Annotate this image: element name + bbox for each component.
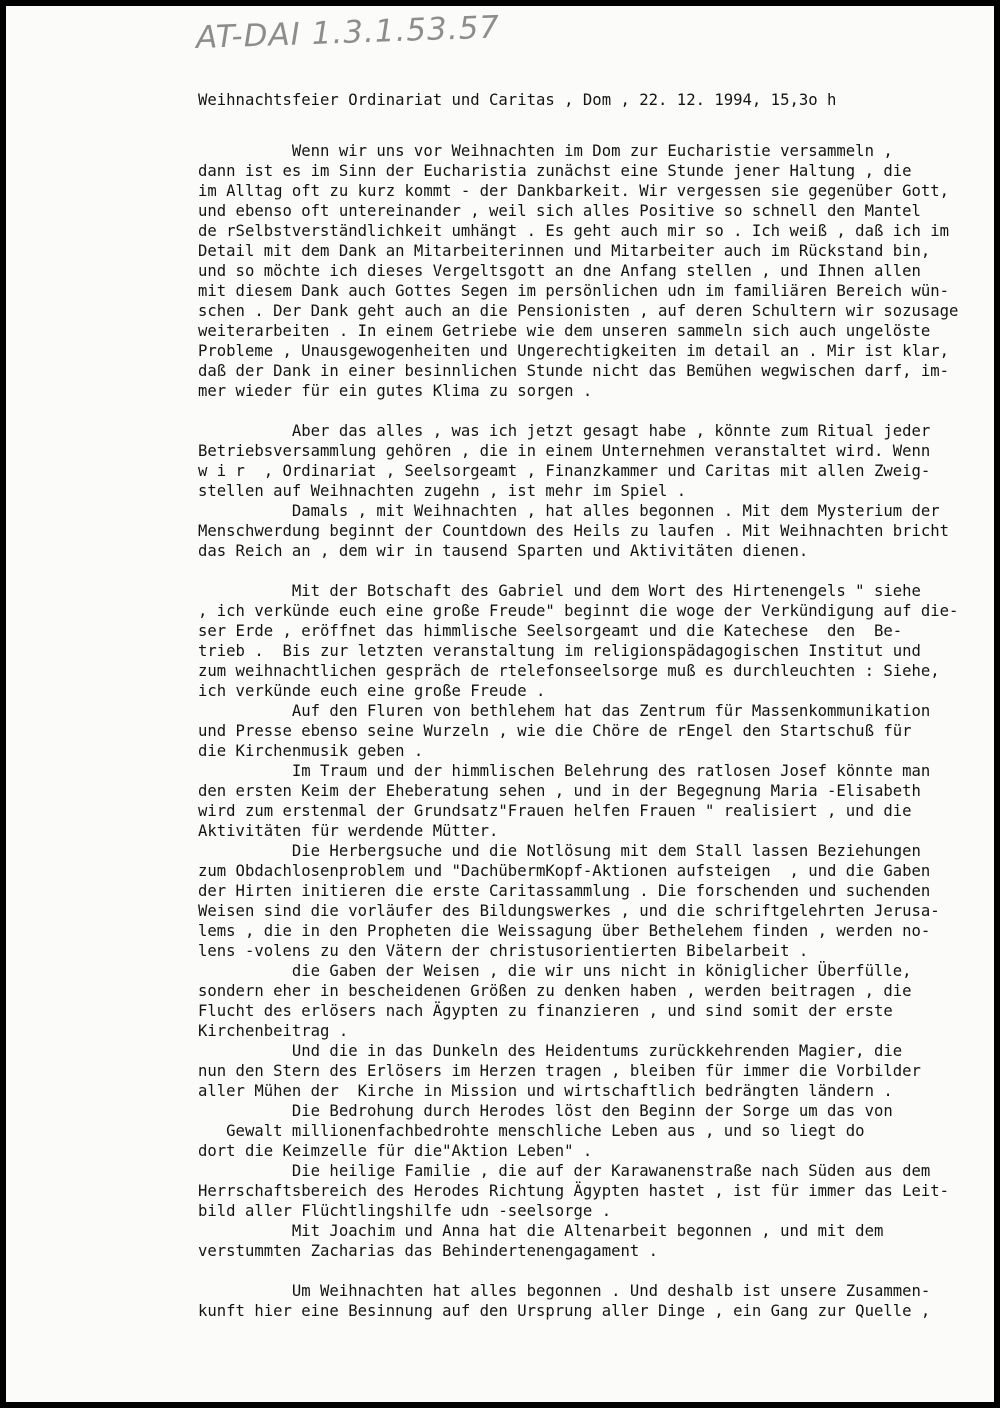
text-line: zum weihnachtlichen gespräch de rtelefonseelsorge muß es durchleuchten : Siehe, — [198, 662, 940, 680]
paragraph — [198, 1281, 994, 1321]
text-line: daß der Dank in einer besinnlichen Stunde nicht das Bemühen wegwischen darf, im- — [198, 362, 950, 380]
text-line: Weisen sind die vorläufer des Bildungswerkes , und die schriftgelehrten Jerusa- — [198, 902, 940, 920]
text-line: Mit Joachim und Anna hat die Altenarbeit begonnen , und mit dem — [198, 1222, 884, 1240]
text-line: das Reich an , dem wir in tausend Sparten und Aktivitäten dienen. — [198, 542, 809, 560]
text-line: w i r , Ordinariat , Seelsorgeamt , Finanzkammer und Caritas mit allen Zweig- — [198, 462, 931, 480]
text-line: zum Obdachlosenproblem und "DachübermKopf-Aktionen aufsteigen , und die Gaben — [198, 862, 931, 880]
text-line: Gewalt millionenfachbedrohte menschliche Leben aus , und so liegt do — [198, 1122, 865, 1140]
text-line: nun den Stern des Erlösers im Herzen tragen , bleiben für immer die Vorbilder — [198, 1062, 921, 1080]
text-line: den ersten Keim der Eheberatung sehen , und in der Begegnung Maria -Elisabeth — [198, 782, 921, 800]
document-page — [6, 6, 994, 1402]
text-line: ser Erde , eröffnet das himmlische Seelsorgeamt und die Katechese den Be- — [198, 622, 903, 640]
text-line: Im Traum und der himmlischen Belehrung des ratlosen Josef könnte man — [198, 762, 931, 780]
paragraph — [198, 141, 994, 401]
document-heading: Weihnachtsfeier Ordinariat und Caritas , Dom , 22. 12. 1994, 15,3o h — [198, 91, 837, 109]
text-line: verstummten Zacharias das Behindertenengagament . — [198, 1242, 659, 1260]
text-line: wird zum erstenmal der Grundsatz"Frauen helfen Frauen " realisiert , und die — [198, 802, 912, 820]
text-line: Wenn wir uns vor Weihnachten im Dom zur Eucharistie versammeln , — [198, 142, 893, 160]
letter-body — [198, 90, 994, 1321]
text-line: im Alltag oft zu kurz kommt - der Dankbarkeit. Wir vergessen sie gegenüber Gott, — [198, 182, 950, 200]
text-line: , ich verkünde euch eine große Freude" beginnt die woge der Verkündigung auf die- — [198, 602, 959, 620]
text-line: trieb . Bis zur letzten veranstaltung im religionspädagogischen Institut und — [198, 642, 921, 660]
text-line: weiterarbeiten . In einem Getriebe wie dem unseren sammeln sich auch ungelöste — [198, 322, 931, 340]
text-line: mer wieder für ein gutes Klima zu sorgen . — [198, 382, 593, 400]
text-line: der Hirten initieren die erste Caritassammlung . Die forschenden und suchenden — [198, 882, 931, 900]
text-line: Auf den Fluren von bethlehem hat das Zentrum für Massenkommunikation — [198, 702, 931, 720]
text-line: Und die in das Dunkeln des Heidentums zurückkehrenden Magier, die — [198, 1042, 903, 1060]
text-line: dann ist es im Sinn der Eucharistia zunächst eine Stunde jener Haltung , die — [198, 162, 912, 180]
paragraphs — [198, 141, 994, 1321]
text-line: Kirchenbeitrag . — [198, 1022, 349, 1040]
text-line: und so möchte ich dieses Vergeltsgott an dne Anfang stellen , und Ihnen allen — [198, 262, 921, 280]
text-line: schen . Der Dank geht auch an die Pensionisten , auf deren Schultern wir sozusage — [198, 302, 959, 320]
text-line: sondern eher in bescheidenen Größen zu denken haben , werden beitragen , die — [198, 982, 912, 1000]
text-line: Um Weihnachten hat alles begonnen . Und deshalb ist unsere Zusammen- — [198, 1282, 931, 1300]
text-line: aller Mühen der Kirche in Mission und wirtschaftlich bedrängten ländern . — [198, 1082, 893, 1100]
text-line: und Presse ebenso seine Wurzeln , wie die Chöre de rEngel den Startschuß für — [198, 722, 912, 740]
text-line: Menschwerdung beginnt der Countdown des Heils zu laufen . Mit Weihnachten bricht — [198, 522, 950, 540]
text-line: die Kirchenmusik geben . — [198, 742, 424, 760]
archive-id-handwritten: AT-DAI 1.3.1.53.57 — [195, 9, 501, 56]
text-line: Die Bedrohung durch Herodes löst den Beginn der Sorge um das von — [198, 1102, 893, 1120]
text-line: Detail mit dem Dank an Mitarbeiterinnen und Mitarbeiter auch im Rückstand bin, — [198, 242, 931, 260]
paragraph — [198, 581, 994, 1261]
text-line: ich verkünde euch eine große Freude . — [198, 682, 546, 700]
text-line: und ebenso oft untereinander , weil sich alles Positive so schnell den Mantel — [198, 202, 921, 220]
text-line: Die Herbergsuche und die Notlösung mit dem Stall lassen Beziehungen — [198, 842, 921, 860]
text-line: bild aller Flüchtlingshilfe udn -seelsorge . — [198, 1202, 612, 1220]
text-line: die Gaben der Weisen , die wir uns nicht in königlicher Überfülle, — [198, 962, 912, 980]
text-line: dort die Keimzelle für die"Aktion Leben" . — [198, 1142, 593, 1160]
text-line: Die heilige Familie , die auf der Karawanenstraße nach Süden aus dem — [198, 1162, 931, 1180]
text-line: Aktivitäten für werdende Mütter. — [198, 822, 499, 840]
text-line: stellen auf Weihnachten zugehn , ist mehr im Spiel . — [198, 482, 687, 500]
text-line: Probleme , Unausgewogenheiten und Ungerechtigkeiten im detail an . Mir ist klar, — [198, 342, 950, 360]
paragraph — [198, 421, 994, 561]
text-line: Damals , mit Weihnachten , hat alles begonnen . Mit dem Mysterium der — [198, 502, 940, 520]
text-line: lens -volens zu den Vätern der christusorientierten Bibelarbeit . — [198, 942, 809, 960]
text-line: Betriebsversammlung gehören , die in einem Unternehmen veranstaltet wird. Wenn — [198, 442, 931, 460]
text-line: Flucht des erlösers nach Ägypten zu finanzieren , und sind somit der erste — [198, 1002, 893, 1020]
text-line: de rSelbstverständlichkeit umhängt . Es geht auch mir so . Ich weiß , daß ich im — [198, 222, 950, 240]
text-line: Mit der Botschaft des Gabriel und dem Wort des Hirtenengels " siehe — [198, 582, 921, 600]
text-line: mit diesem Dank auch Gottes Segen im persönlichen udn im familiären Bereich wün- — [198, 282, 950, 300]
text-line: Herrschaftsbereich des Herodes Richtung Ägypten hastet , ist für immer das Leit- — [198, 1182, 950, 1200]
text-line: kunft hier eine Besinnung auf den Ursprung aller Dinge , ein Gang zur Quelle , — [198, 1302, 931, 1320]
text-line: Aber das alles , was ich jetzt gesagt habe , könnte zum Ritual jeder — [198, 422, 931, 440]
text-line: lems , die in den Propheten die Weissagung über Bethelehem finden , werden no- — [198, 922, 931, 940]
